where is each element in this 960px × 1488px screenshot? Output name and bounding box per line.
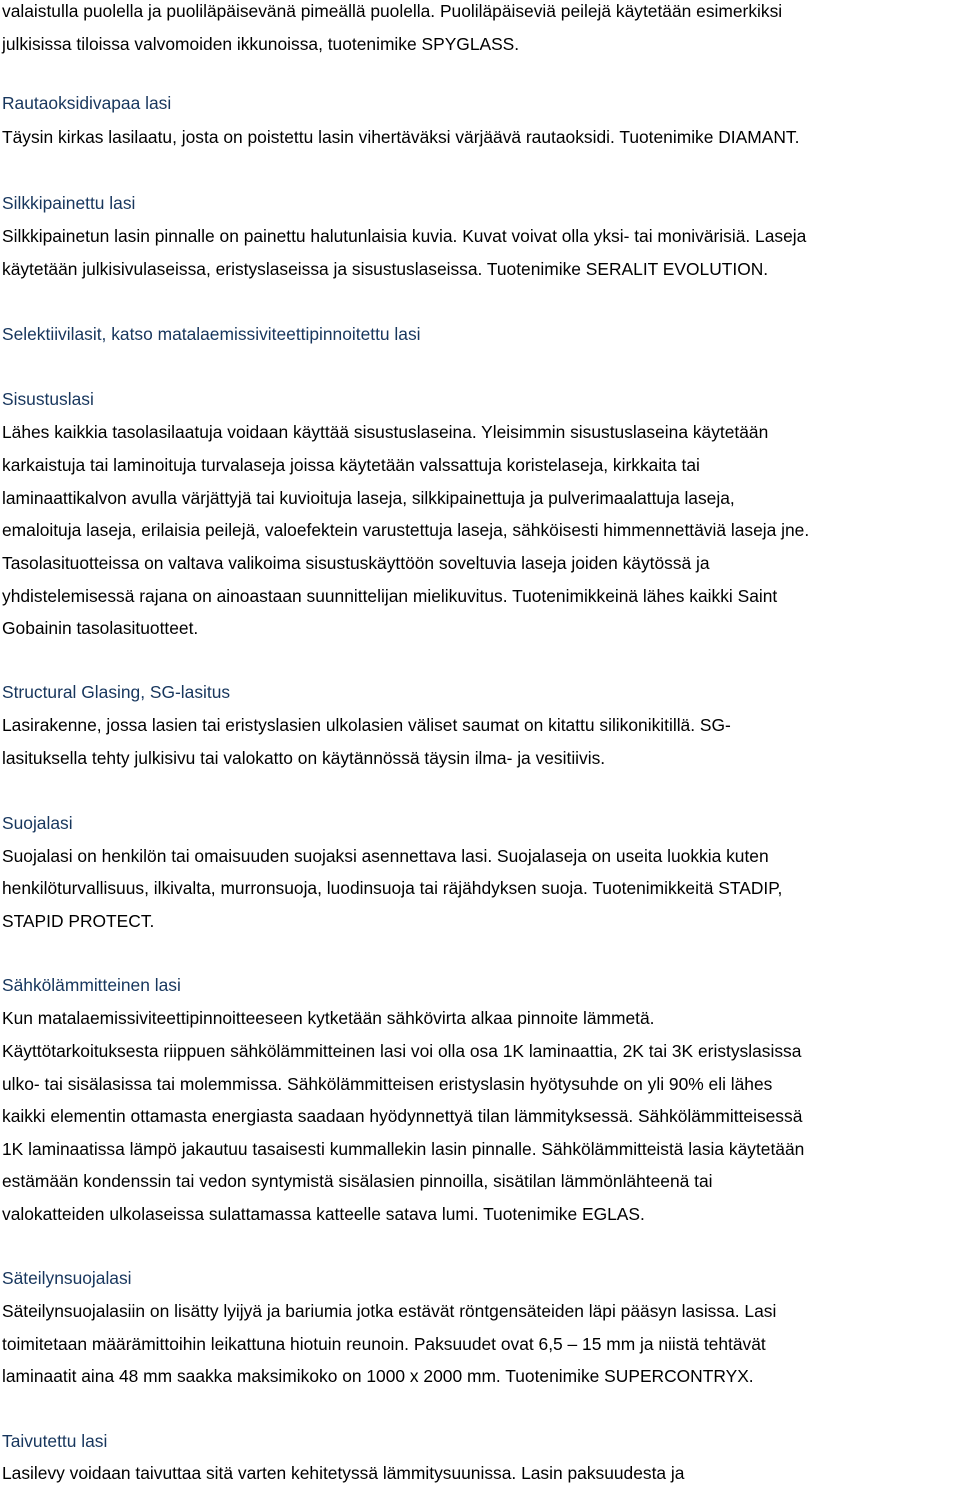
paragraph-line: Käyttötarkoituksesta riippuen sähkölämmitteinen lasi voi olla osa 1K laminaattia, 2K tai 3K eristyslasissa (2, 1041, 802, 1061)
paragraph-line: Kun matalaemissiviteettipinnoitteeseen kytketään sähkövirta alkaa pinnoite lämmetä. (2, 1008, 655, 1028)
paragraph-line: emaloituja laseja, erilaisia peilejä, valoefektein varustettuja laseja, sähköisesti himmennettäviä laseja jne. (2, 520, 810, 540)
paragraph-line: valokatteiden ulkolaseissa sulattamassa katteelle satava lumi. Tuotenimike EGLAS. (2, 1204, 645, 1224)
paragraph-line: ulko- tai sisälasissa tai molemmissa. Sähkölämmitteisen eristyslasin hyötysuhde on yli 90% eli lähes (2, 1074, 773, 1094)
paragraph-line: Gobainin tasolasituotteet. (2, 618, 199, 638)
section-heading-sateilynsuojalasi: Säteilynsuojalasi (2, 1268, 132, 1288)
paragraph-line: yhdistelemisessä rajana on ainoastaan suunnittelijan mielikuvitus. Tuotenimikkeinä lähes kaikki Saint (2, 586, 778, 606)
paragraph-line: käytetään julkisivulaseissa, eristyslaseissa ja sisustuslaseissa. Tuotenimike SERALIT EVOLUTION. (2, 259, 769, 279)
paragraph-line: Tasolasituotteissa on valtava valikoima sisustuskäyttöön soveltuvia laseja joiden käytössä ja (2, 553, 710, 573)
section-heading-silkkipainettu-lasi: Silkkipainettu lasi (2, 193, 136, 213)
paragraph-line: estämään kondenssin tai vedon syntymistä sisälasien pinnoilla, sisätilan lämmönlähteenä tai (2, 1171, 713, 1191)
paragraph-line: kaikki elementin ottamasta energiasta saadaan hyödynnettyä tilan lämmityksessä. Sähkölämmitteisessä (2, 1106, 803, 1126)
section-heading-selektiivilasit: Selektiivilasit, katso matalaemissiviteettipinnoitettu lasi (2, 324, 421, 344)
section-heading-structural-glasing: Structural Glasing, SG-lasitus (2, 682, 231, 702)
paragraph-line: 1K laminaatissa lämpö jakautuu tasaisesti kummallekin lasin pinnalle. Sähkölämmitteistä lasia käytetään (2, 1139, 805, 1159)
paragraph-line: Suojalasi on henkilön tai omaisuuden suojaksi asennettava lasi. Suojalaseja on useita luokkia kuten (2, 846, 769, 866)
paragraph-line: karkaistuja tai laminoituja turvalaseja joissa käytetään valssattuja koristelaseja, kirkkaita tai (2, 455, 700, 475)
paragraph-line: Säteilynsuojalasiin on lisätty lyijyä ja bariumia jotka estävät röntgensäteiden läpi pääsyn lasissa. Lasi (2, 1301, 777, 1321)
paragraph-line: henkilöturvallisuus, ilkivalta, murronsuoja, luodinsuoja tai räjähdyksen suoja. Tuotenimikkeitä STADIP, (2, 878, 783, 898)
paragraph-line: STAPID PROTECT. (2, 911, 155, 931)
section-heading-suojalasi: Suojalasi (2, 813, 73, 833)
paragraph-line: Täysin kirkas lasilaatu, josta on poistettu lasin vihertäväksi värjäävä rautaoksidi. Tuotenimike DIAMANT. (2, 127, 800, 147)
paragraph-line: laminaattikalvon avulla värjättyjä tai kuvioituja laseja, silkkipainettuja ja pulverimaalattuja laseja, (2, 488, 735, 508)
section-heading-sahkolammitteinen-lasi: Sähkölämmitteinen lasi (2, 975, 181, 995)
section-heading-sisustuslasi: Sisustuslasi (2, 389, 94, 409)
paragraph-line: laminaatit aina 48 mm saakka maksimikoko on 1000 x 2000 mm. Tuotenimike SUPERCONTRYX. (2, 1366, 754, 1386)
section-heading-taivutettu-lasi: Taivutettu lasi (2, 1431, 108, 1451)
paragraph-line: Lasilevy voidaan taivuttaa sitä varten kehitetyssä lämmitysuunissa. Lasin paksuudesta ja (2, 1463, 685, 1483)
paragraph-line: Lasirakenne, jossa lasien tai eristyslasien ulkolasien väliset saumat on kitattu silikonikitillä. SG- (2, 715, 731, 735)
section-heading-rautaoksidivapaa-lasi: Rautaoksidivapaa lasi (2, 93, 172, 113)
paragraph-line: toimitetaan määrämittoihin leikattuna hiotuin reunoin. Paksuudet ovat 6,5 – 15 mm ja niistä tehtävät (2, 1334, 766, 1354)
paragraph-line: lasituksella tehty julkisivu tai valokatto on käytännössä täysin ilma- ja vesitiivis. (2, 748, 606, 768)
paragraph-line: Silkkipainetun lasin pinnalle on painettu halutunlaisia kuvia. Kuvat voivat olla yksi- tai monivärisiä. Laseja (2, 226, 807, 246)
paragraph-line: valaistulla puolella ja puoliläpäisevänä pimeällä puolella. Puoliläpäiseviä peilejä käytetään esimerkiksi (2, 1, 783, 21)
paragraph-line: Lähes kaikkia tasolasilaatuja voidaan käyttää sisustuslaseina. Yleisimmin sisustuslaseina käytetään (2, 422, 769, 442)
paragraph-line: julkisissa tiloissa valvomoiden ikkunoissa, tuotenimike SPYGLASS. (2, 34, 520, 54)
